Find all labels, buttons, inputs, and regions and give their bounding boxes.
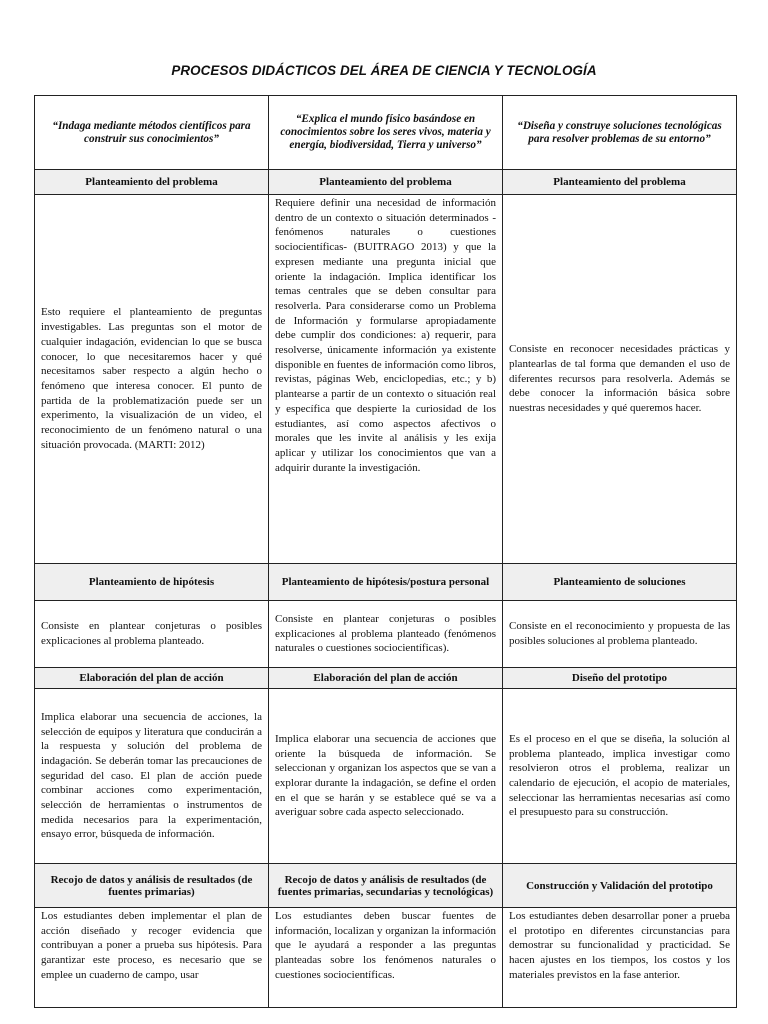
section-header-cell: Planteamiento del problema xyxy=(269,170,503,195)
section-header-row xyxy=(35,668,737,689)
section-body-cell: Los estudiantes deben desarrollar poner a prueba el prototipo en diferentes circunstancias para demostrar su funcionalidad y practicidad. Se hacen ajustes en los tiempos, los costos y los materiales previstos en la fase anterior. xyxy=(503,908,737,1008)
section-header-cell: Planteamiento del problema xyxy=(503,170,737,195)
section-header-cell: Planteamiento de soluciones xyxy=(503,564,737,601)
section-header-cell: Planteamiento de hipótesis/postura personal xyxy=(269,564,503,601)
section-header-row xyxy=(35,564,737,601)
didactic-processes-table xyxy=(34,95,737,1008)
section-header-cell: Construcción y Validación del prototipo xyxy=(503,864,737,908)
section-header-cell: Planteamiento de hipótesis xyxy=(35,564,269,601)
section-body-cell: Implica elaborar una secuencia de acciones, la selección de equipos y literatura que conducirán a la respuesta y solución del problema de indagación. Se deberán tomar las precauciones de seguridad del caso. El plan de acción puede combinar acciones como experimentación, selección de herramientas o instrumentos de medida necesarios para la experimentación, ensayo error, búsqueda de información. xyxy=(35,689,269,864)
section-header-cell: Elaboración del plan de acción xyxy=(35,668,269,689)
section-body-cell: Esto requiere el planteamiento de preguntas investigables. Las preguntas son el motor de cualquier indagación, evidencian lo que se busca conocer, lo que necesitaremos hacer y qué necesitamos saber respecto a algún hecho o fenómeno que interesa conocer. El punto de partida de la problematización puede ser un experimento, la visualización de un video, el reconocimiento de un fenómeno natural o una situación provocada. (MARTI: 2012) xyxy=(35,195,269,564)
section-header-row xyxy=(35,170,737,195)
section-body-cell: Consiste en reconocer necesidades prácticas y plantearlas de tal forma que demanden el uso de diferentes recursos para resolverla. Además se debe conocer la información básica sobre nuestras necesidades y qué queremos hacer. xyxy=(503,195,737,564)
competency-disena: “Diseña y construye soluciones tecnológicas para resolver problemas de su entorno” xyxy=(503,96,737,170)
section-header-row xyxy=(35,864,737,908)
section-header-cell: Recojo de datos y análisis de resultados (de fuentes primarias, secundarias y tecnológicas) xyxy=(269,864,503,908)
section-header-cell: Recojo de datos y análisis de resultados (de fuentes primarias) xyxy=(35,864,269,908)
section-body-cell: Consiste en el reconocimiento y propuesta de las posibles soluciones al problema planteado. xyxy=(503,601,737,668)
competency-header-row xyxy=(35,96,737,170)
section-body-row xyxy=(35,689,737,864)
section-body-cell: Implica elaborar una secuencia de acciones que oriente la búsqueda de información. Se seleccionan y organizan los aspectos que se van a explorar durante la indagación, se define el orden en el que se harán y se establece qué se va a averiguar sobre cada aspecto seleccionado. xyxy=(269,689,503,864)
section-body-cell: Consiste en plantear conjeturas o posibles explicaciones al problema planteado (fenómenos naturales o cuestiones sociocientíficas). xyxy=(269,601,503,668)
section-body-cell: Es el proceso en el que se diseña, la solución al problema planteado, implica investigar como resolvieron otros el problema, realizar un calendario de ejecución, el acopio de materiales, seleccionar las herramientas necesarias así como el presupuesto para su construcción. xyxy=(503,689,737,864)
section-body-row xyxy=(35,195,737,564)
section-body-cell: Los estudiantes deben implementar el plan de acción diseñado y recoger evidencia que contribuyan a poner a prueba sus hipótesis. Para garantizar este proceso, es necesario que se emplee un cuaderno de campo, usar xyxy=(35,908,269,1008)
section-header-cell: Diseño del prototipo xyxy=(503,668,737,689)
section-body-cell: Consiste en plantear conjeturas o posibles explicaciones al problema planteado. xyxy=(35,601,269,668)
section-header-cell: Planteamiento del problema xyxy=(35,170,269,195)
page-title: PROCESOS DIDÁCTICOS DEL ÁREA DE CIENCIA Y TECNOLOGÍA xyxy=(171,63,597,78)
section-body-row xyxy=(35,908,737,1008)
section-body-cell: Los estudiantes deben buscar fuentes de información, localizan y organizan la información que le ayudará a responder a las preguntas planteadas sobre los fenómenos naturales o cuestiones sociocientíficas. xyxy=(269,908,503,1008)
section-body-cell: Requiere definir una necesidad de información dentro de un contexto o situación determinados - fenómenos naturales o cuestiones sociocientíficas- (BUITRAGO 2013) y que la expresen mediante una pregunta inicial que oriente la indagación. Implica identificar los temas centrales que se deben consultar para resolverla. Para considerarse como un Problema de Información y formularse apropiadamente debe cumplir dos condiciones: a) requerir, para resolverse, únicamente información ya existente disponible en fuentes de información como libros, revistas, páginas Web, enciclopedias, etc.; y b) plantearse a partir de un contexto o situación real y específica que despierte la curiosidad de los estudiantes, así como aspectos afectivos o morales que les invite al análisis y les exija aplicar y utilizar los conocimientos que van a adquirir durante la investigación. xyxy=(269,195,503,564)
competency-explica: “Explica el mundo físico basándose en conocimientos sobre los seres vivos, materia y energía, biodiversidad, Tierra y universo” xyxy=(269,96,503,170)
section-header-cell: Elaboración del plan de acción xyxy=(269,668,503,689)
competency-indaga: “Indaga mediante métodos científicos para construir sus conocimientos” xyxy=(35,96,269,170)
section-body-row xyxy=(35,601,737,668)
